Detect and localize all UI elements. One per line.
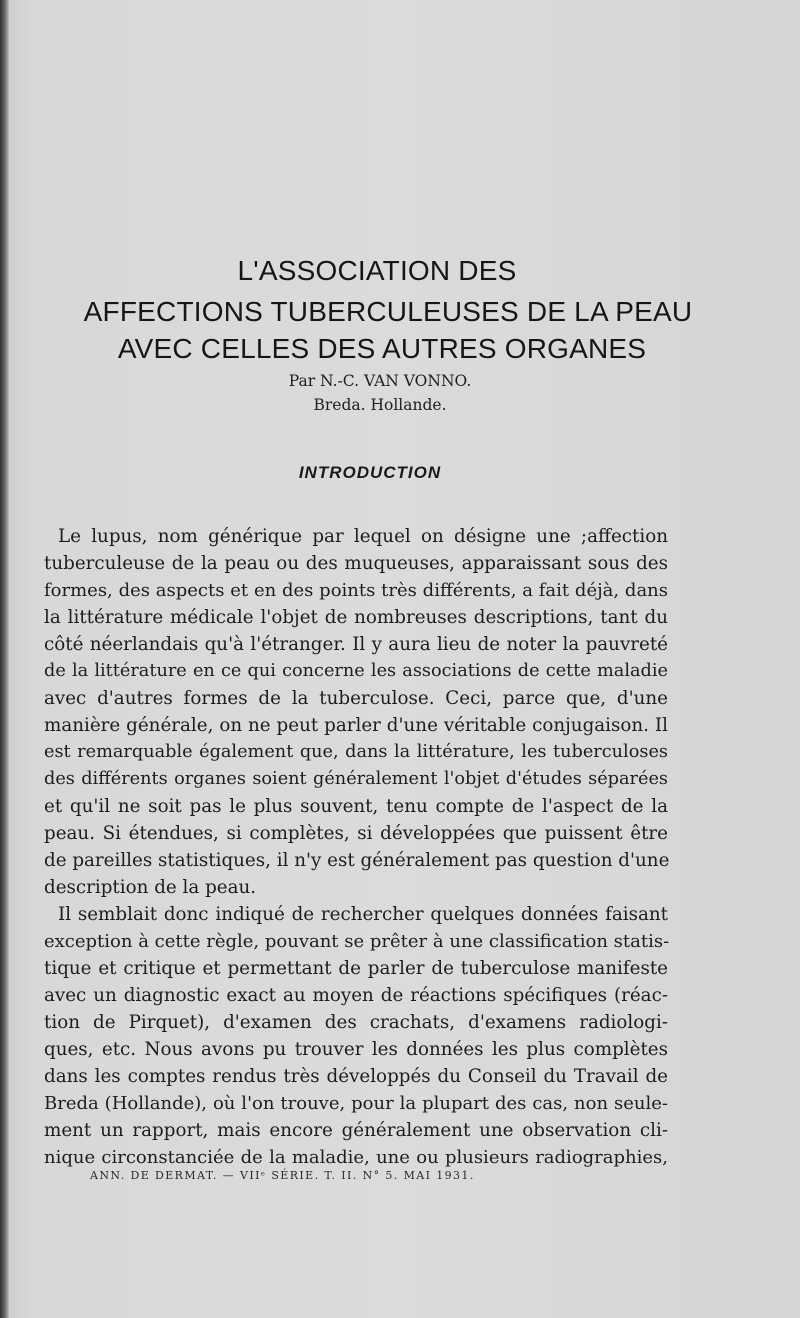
body-line: formes, des aspects et en des points très différents, a fait déjà, dans (44, 580, 668, 601)
author-line: Par N.-C. VAN VONNO. (288, 372, 472, 390)
body-line: tion de Pirquet), d'examen des crachats, d'examens radiologi- (44, 1012, 668, 1033)
body-line: Breda (Hollande), où l'on trouve, pour la plupart des cas, non seule- (44, 1093, 668, 1114)
body-line: et qu'il ne soit pas le plus souvent, tenu compte de l'aspect de la (44, 796, 668, 817)
body-line: nique circonstanciée de la maladie, une ou plusieurs radiographies, (44, 1147, 668, 1168)
article-title-line-3: AVEC CELLES DES AUTRES ORGANES (117, 333, 647, 364)
body-line: avec un diagnostic exact au moyen de réactions spécifiques (réac- (44, 985, 668, 1006)
affiliation-line: Breda. Hollande. (313, 396, 447, 414)
body-line: de la littérature en ce qui concerne les associations de cette maladie (44, 661, 668, 681)
body-line: la littérature médicale l'objet de nombreuses descriptions, tant du (44, 607, 668, 628)
body-line: exception à cette règle, pouvant se prêter à une classification statis- (44, 931, 670, 952)
body-line: côté néerlandais qu'à l'étranger. Il y aura lieu de noter la pauvreté (44, 634, 668, 655)
body-line: dans les comptes rendus très développés du Conseil du Travail de (44, 1066, 668, 1087)
body-line: ques, etc. Nous avons pu trouver les données les plus complètes (44, 1039, 668, 1060)
body-line: avec d'autres formes de la tuberculose. Ceci, parce que, d'une (44, 688, 668, 709)
body-line: Il semblait donc indiqué de rechercher quelques données faisant (58, 904, 668, 925)
body-line: est remarquable également que, dans la littérature, les tuberculoses (44, 742, 668, 762)
body-line: manière générale, on ne peut parler d'une véritable conjugaison. Il (44, 715, 668, 736)
article-title-line-1: L'ASSOCIATION DES (237, 255, 517, 286)
book-spine-shadow (0, 0, 9, 1318)
body-line: ment un rapport, mais encore généralement une observation cli- (44, 1120, 668, 1141)
journal-footer: ANN. DE DERMAT. — VIIᵉ SÉRIE. T. II. N° 5. MAI 1931. (90, 1169, 475, 1182)
body-line: Le lupus, nom générique par lequel on désigne une ;affection (58, 526, 668, 547)
body-line: tuberculeuse de la peau ou des muqueuses, apparaissant sous des (44, 553, 668, 574)
body-line: de pareilles statistiques, il n'y est généralement pas question d'une (44, 850, 670, 871)
body-line: description de la peau. (44, 877, 257, 898)
section-heading: INTRODUCTION (298, 463, 442, 482)
body-line: peau. Si étendues, si complètes, si développées que puissent être (44, 823, 668, 844)
body-text (44, 523, 668, 1171)
body-line: tique et critique et permettant de parler de tuberculose manifeste (44, 958, 668, 979)
body-line: des différents organes soient généralement l'objet d'études séparées (44, 769, 668, 789)
article-title-line-2: AFFECTIONS TUBERCULEUSES DE LA PEAU (83, 296, 693, 327)
